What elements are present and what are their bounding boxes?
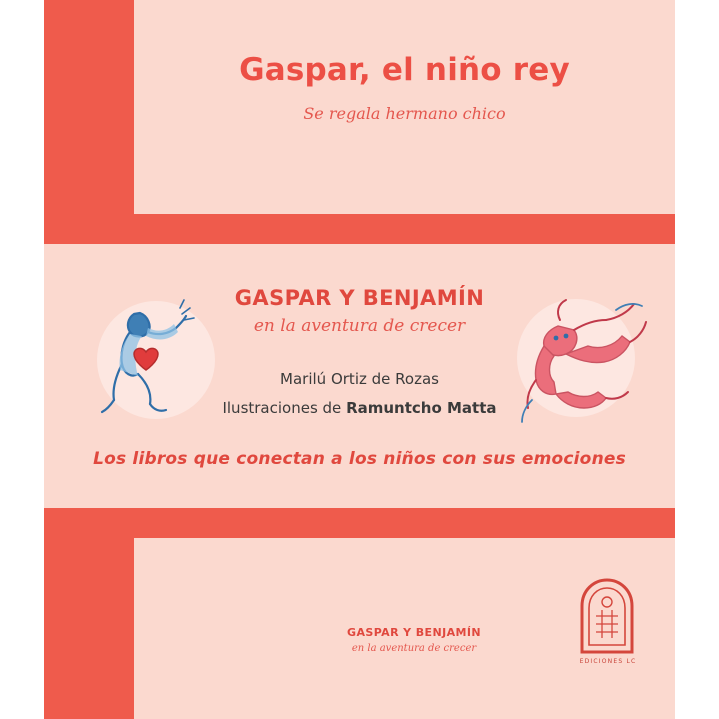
illustrator-name: Ramuntcho Matta: [346, 399, 497, 417]
series-title: GASPAR Y BENJAMÍN: [234, 286, 485, 310]
footer-panel: [134, 538, 675, 719]
footer-series-title: GASPAR Y BENJAMÍN: [347, 626, 481, 639]
tagline: Los libros que conectan a los niños con sus emociones: [93, 449, 626, 469]
title-panel: [134, 0, 675, 214]
divider-band-bottom: [44, 508, 675, 538]
divider-band-top: [44, 214, 675, 244]
author-name: Marilú Ortiz de Rozas: [280, 370, 439, 388]
illustrator-prefix: Ilustraciones de: [222, 399, 347, 417]
book-cover: [44, 0, 675, 719]
book-subtitle: Se regala hermano chico: [303, 104, 506, 123]
author-line: [44, 370, 675, 388]
footer-series-subtitle: en la aventura de crecer: [351, 643, 477, 654]
series-subtitle: en la aventura de crecer: [253, 316, 466, 336]
book-title: Gaspar, el niño rey: [239, 52, 570, 88]
publisher-name: EDICIONES LC: [579, 658, 637, 665]
illustrator-line: [44, 399, 675, 417]
publisher-logo-icon: [576, 576, 638, 658]
series-panel: [44, 244, 675, 508]
